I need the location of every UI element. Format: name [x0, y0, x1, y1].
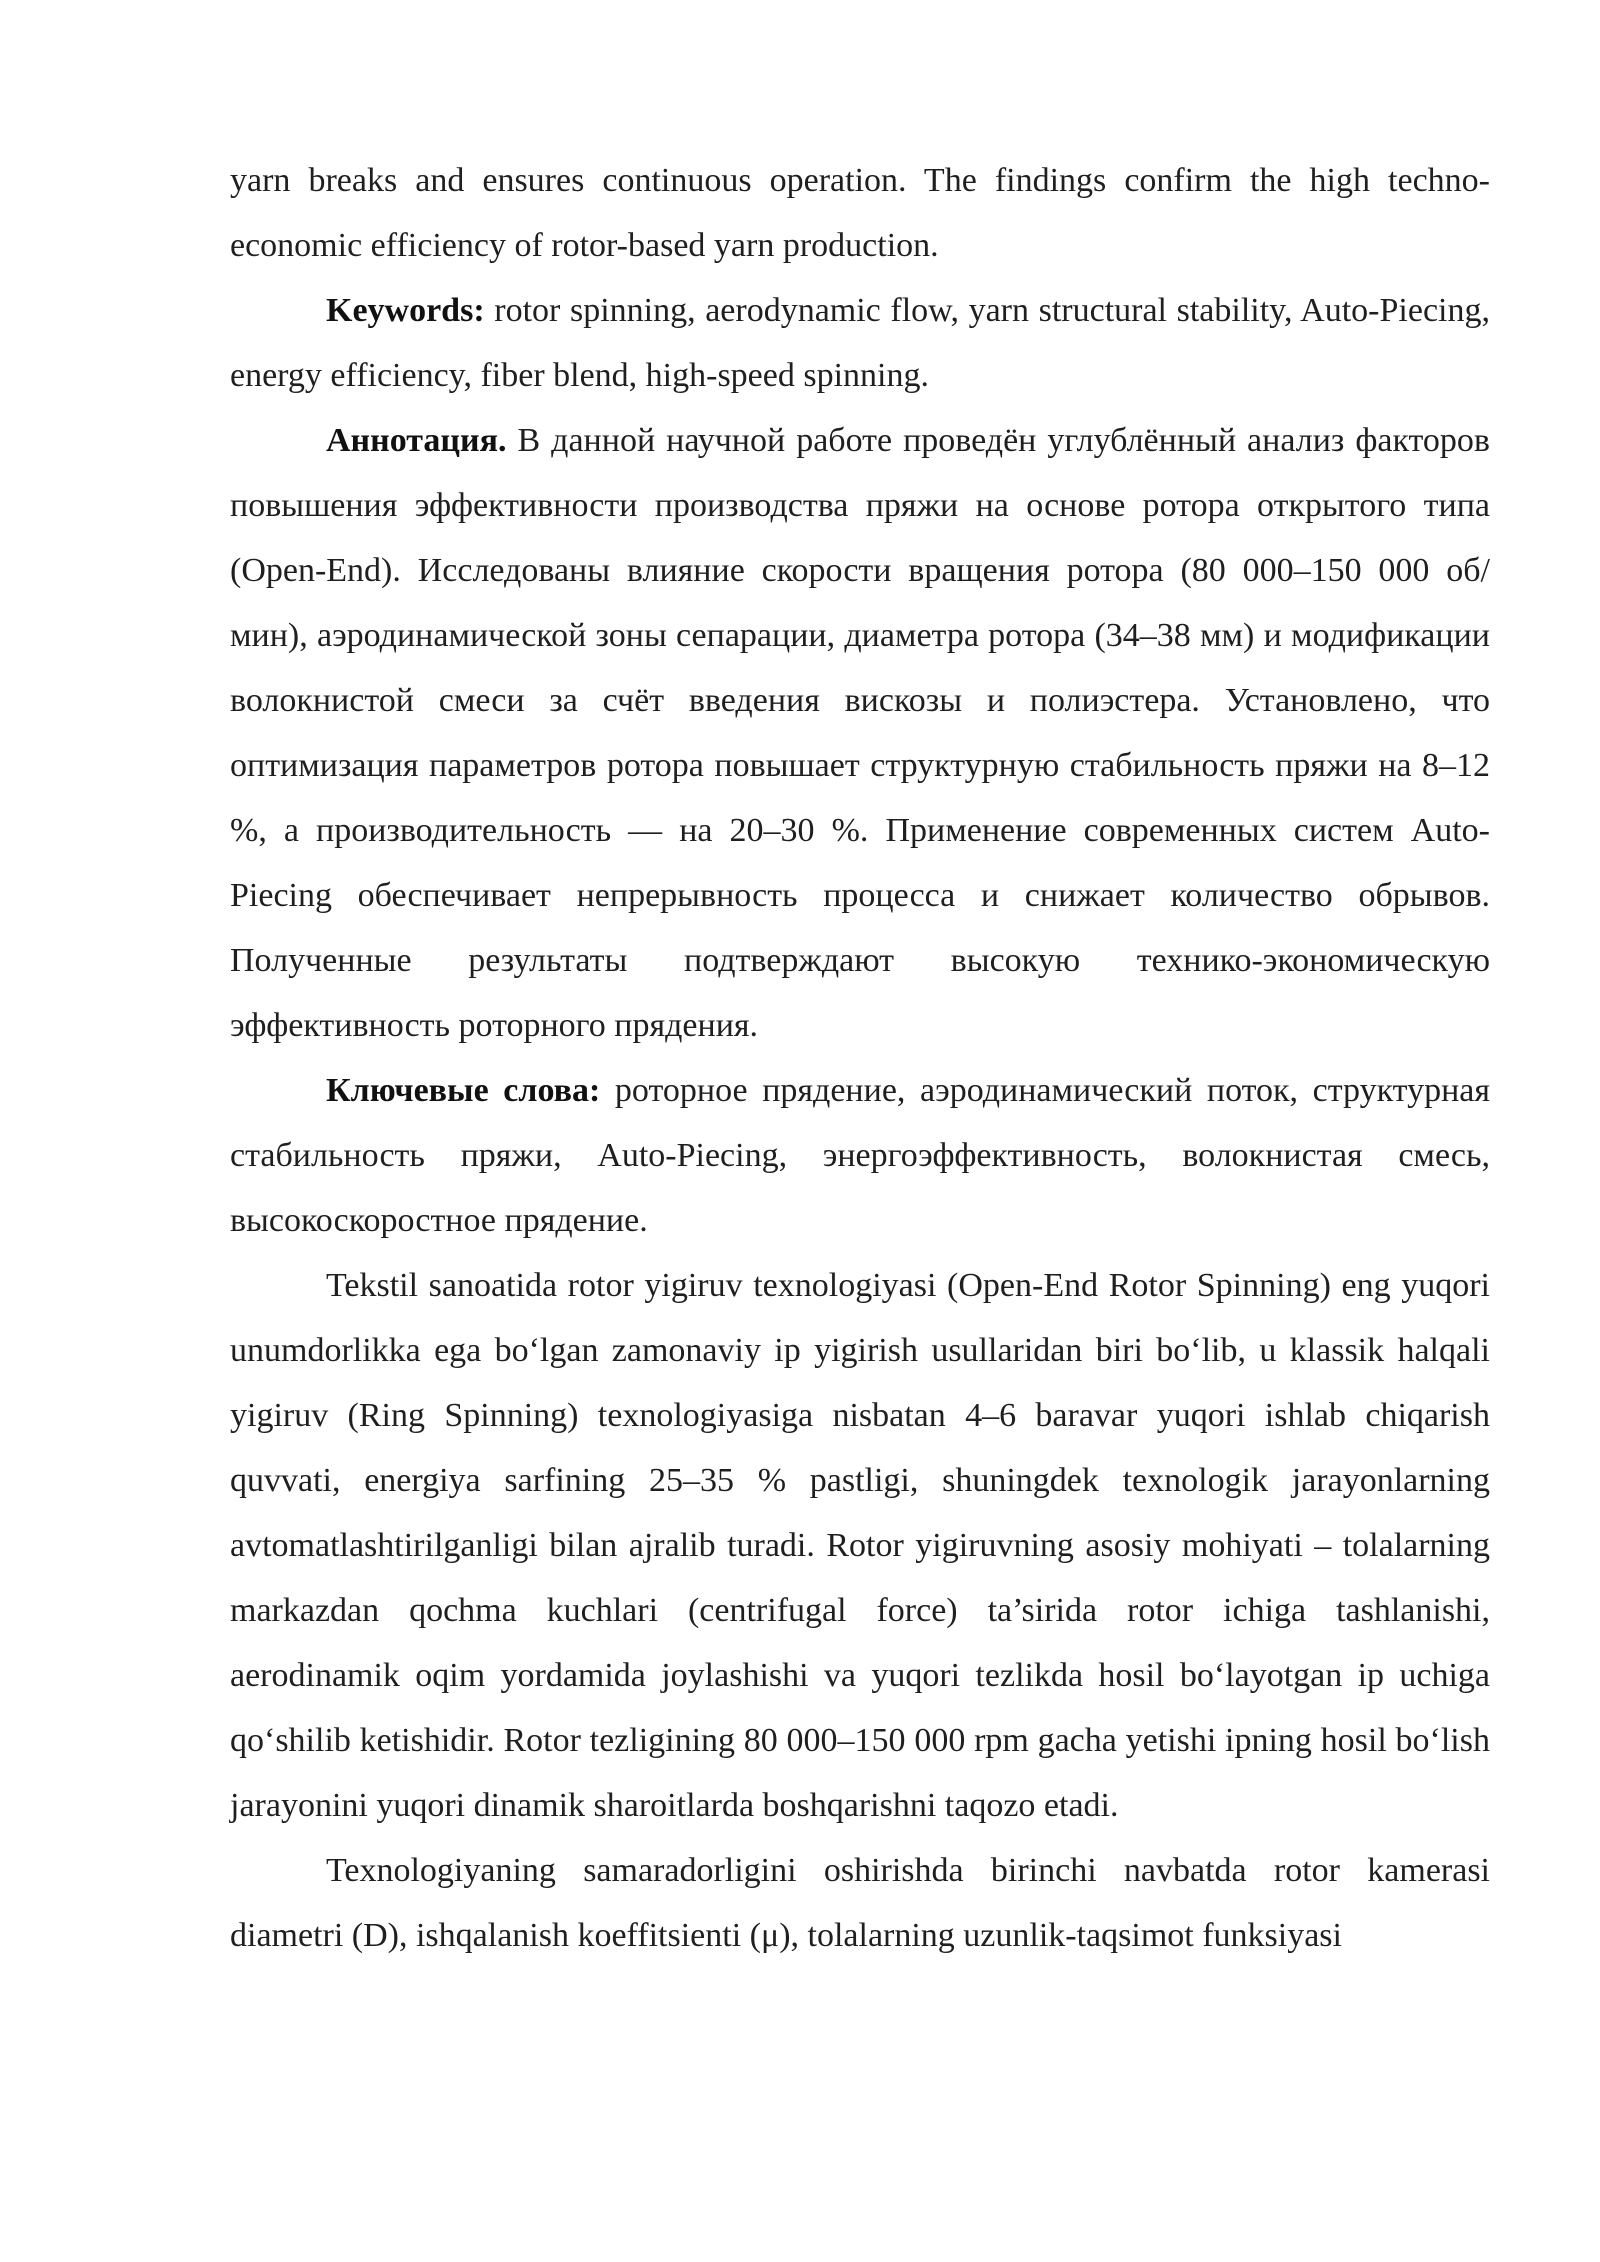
keywords-russian-paragraph	[230, 1058, 1490, 1253]
paragraph-continuation: yarn breaks and ensures continuous operation. The findings confirm the high techno-economic efficiency of rotor-based yarn production.	[230, 162, 1490, 264]
document-page	[230, 148, 1490, 1968]
body-paragraph-uzbek-2: Texnologiyaning samaradorligini oshirishda birinchi navbatda rotor kamerasi diametri (D), ishqalanish koeffitsienti (μ), tolalarning uzunlik-taqsimot funksiyasi	[230, 1852, 1490, 1954]
annotation-russian-paragraph	[230, 408, 1490, 1058]
keywords-english-paragraph	[230, 278, 1490, 408]
keywords-russian-text: роторное прядение, аэродинамический поток, структурная стабильность пряжи, Auto-Piecing, энергоэффективность, волокнистая смесь, высокоскоростное прядение.	[230, 1072, 1490, 1239]
annotation-russian-text: В данной научной работе проведён углублённый анализ факторов повышения эффективности производства пряжи на основе ротора открытого типа (Open-End). Исследованы влияние скорости вращения ротора (80 000–150 000 об/мин), аэродинамической зоны сепарации, диаметра ротора (34–38 мм) и модификации волокнистой смеси за счёт введения вискозы и полиэстера. Установлено, что оптимизация параметров ротора повышает структурную стабильность пряжи на 8–12 %, а производительность — на 20–30 %. Применение современных систем Auto-Piecing обеспечивает непрерывность процесса и снижает количество обрывов. Полученные результаты подтверждают высокую технико-экономическую эффективность роторного прядения.	[230, 422, 1490, 1044]
body-paragraph-uzbek-1: Tekstil sanoatida rotor yigiruv texnologiyasi (Open-End Rotor Spinning) eng yuqori unumdorlikka ega bo‘lgan zamonaviy ip yigirish usullaridan biri bo‘lib, u klassik halqali yigiruv (Ring Spinning) texnologiyasiga nisbatan 4–6 baravar yuqori ishlab chiqarish quvvati, energiya sarfining 25–35 % pastligi, shuningdek texnologik jarayonlarning avtomatlashtirilganligi bilan ajralib turadi. Rotor yigiruvning asosiy mohiyati – tolalarning markazdan qochma kuchlari (centrifugal force) ta’sirida rotor ichiga tashlanishi, aerodinamik oqim yordamida joylashishi va yuqori tezlikda hosil bo‘layotgan ip uchiga qo‘shilib ketishidir. Rotor tezligining 80 000–150 000 rpm gacha yetishi ipning hosil bo‘lish jarayonini yuqori dinamik sharoitlarda boshqarishni taqozo etadi.	[230, 1267, 1490, 1824]
keywords-russian-label: Ключевые слова:	[326, 1072, 601, 1109]
keywords-english-label: Keywords:	[326, 292, 485, 329]
keywords-english-text: rotor spinning, aerodynamic flow, yarn structural stability, Auto-Piecing, energy efficiency, fiber blend, high-speed spinning.	[230, 292, 1490, 394]
annotation-russian-label: Аннотация.	[326, 422, 507, 459]
